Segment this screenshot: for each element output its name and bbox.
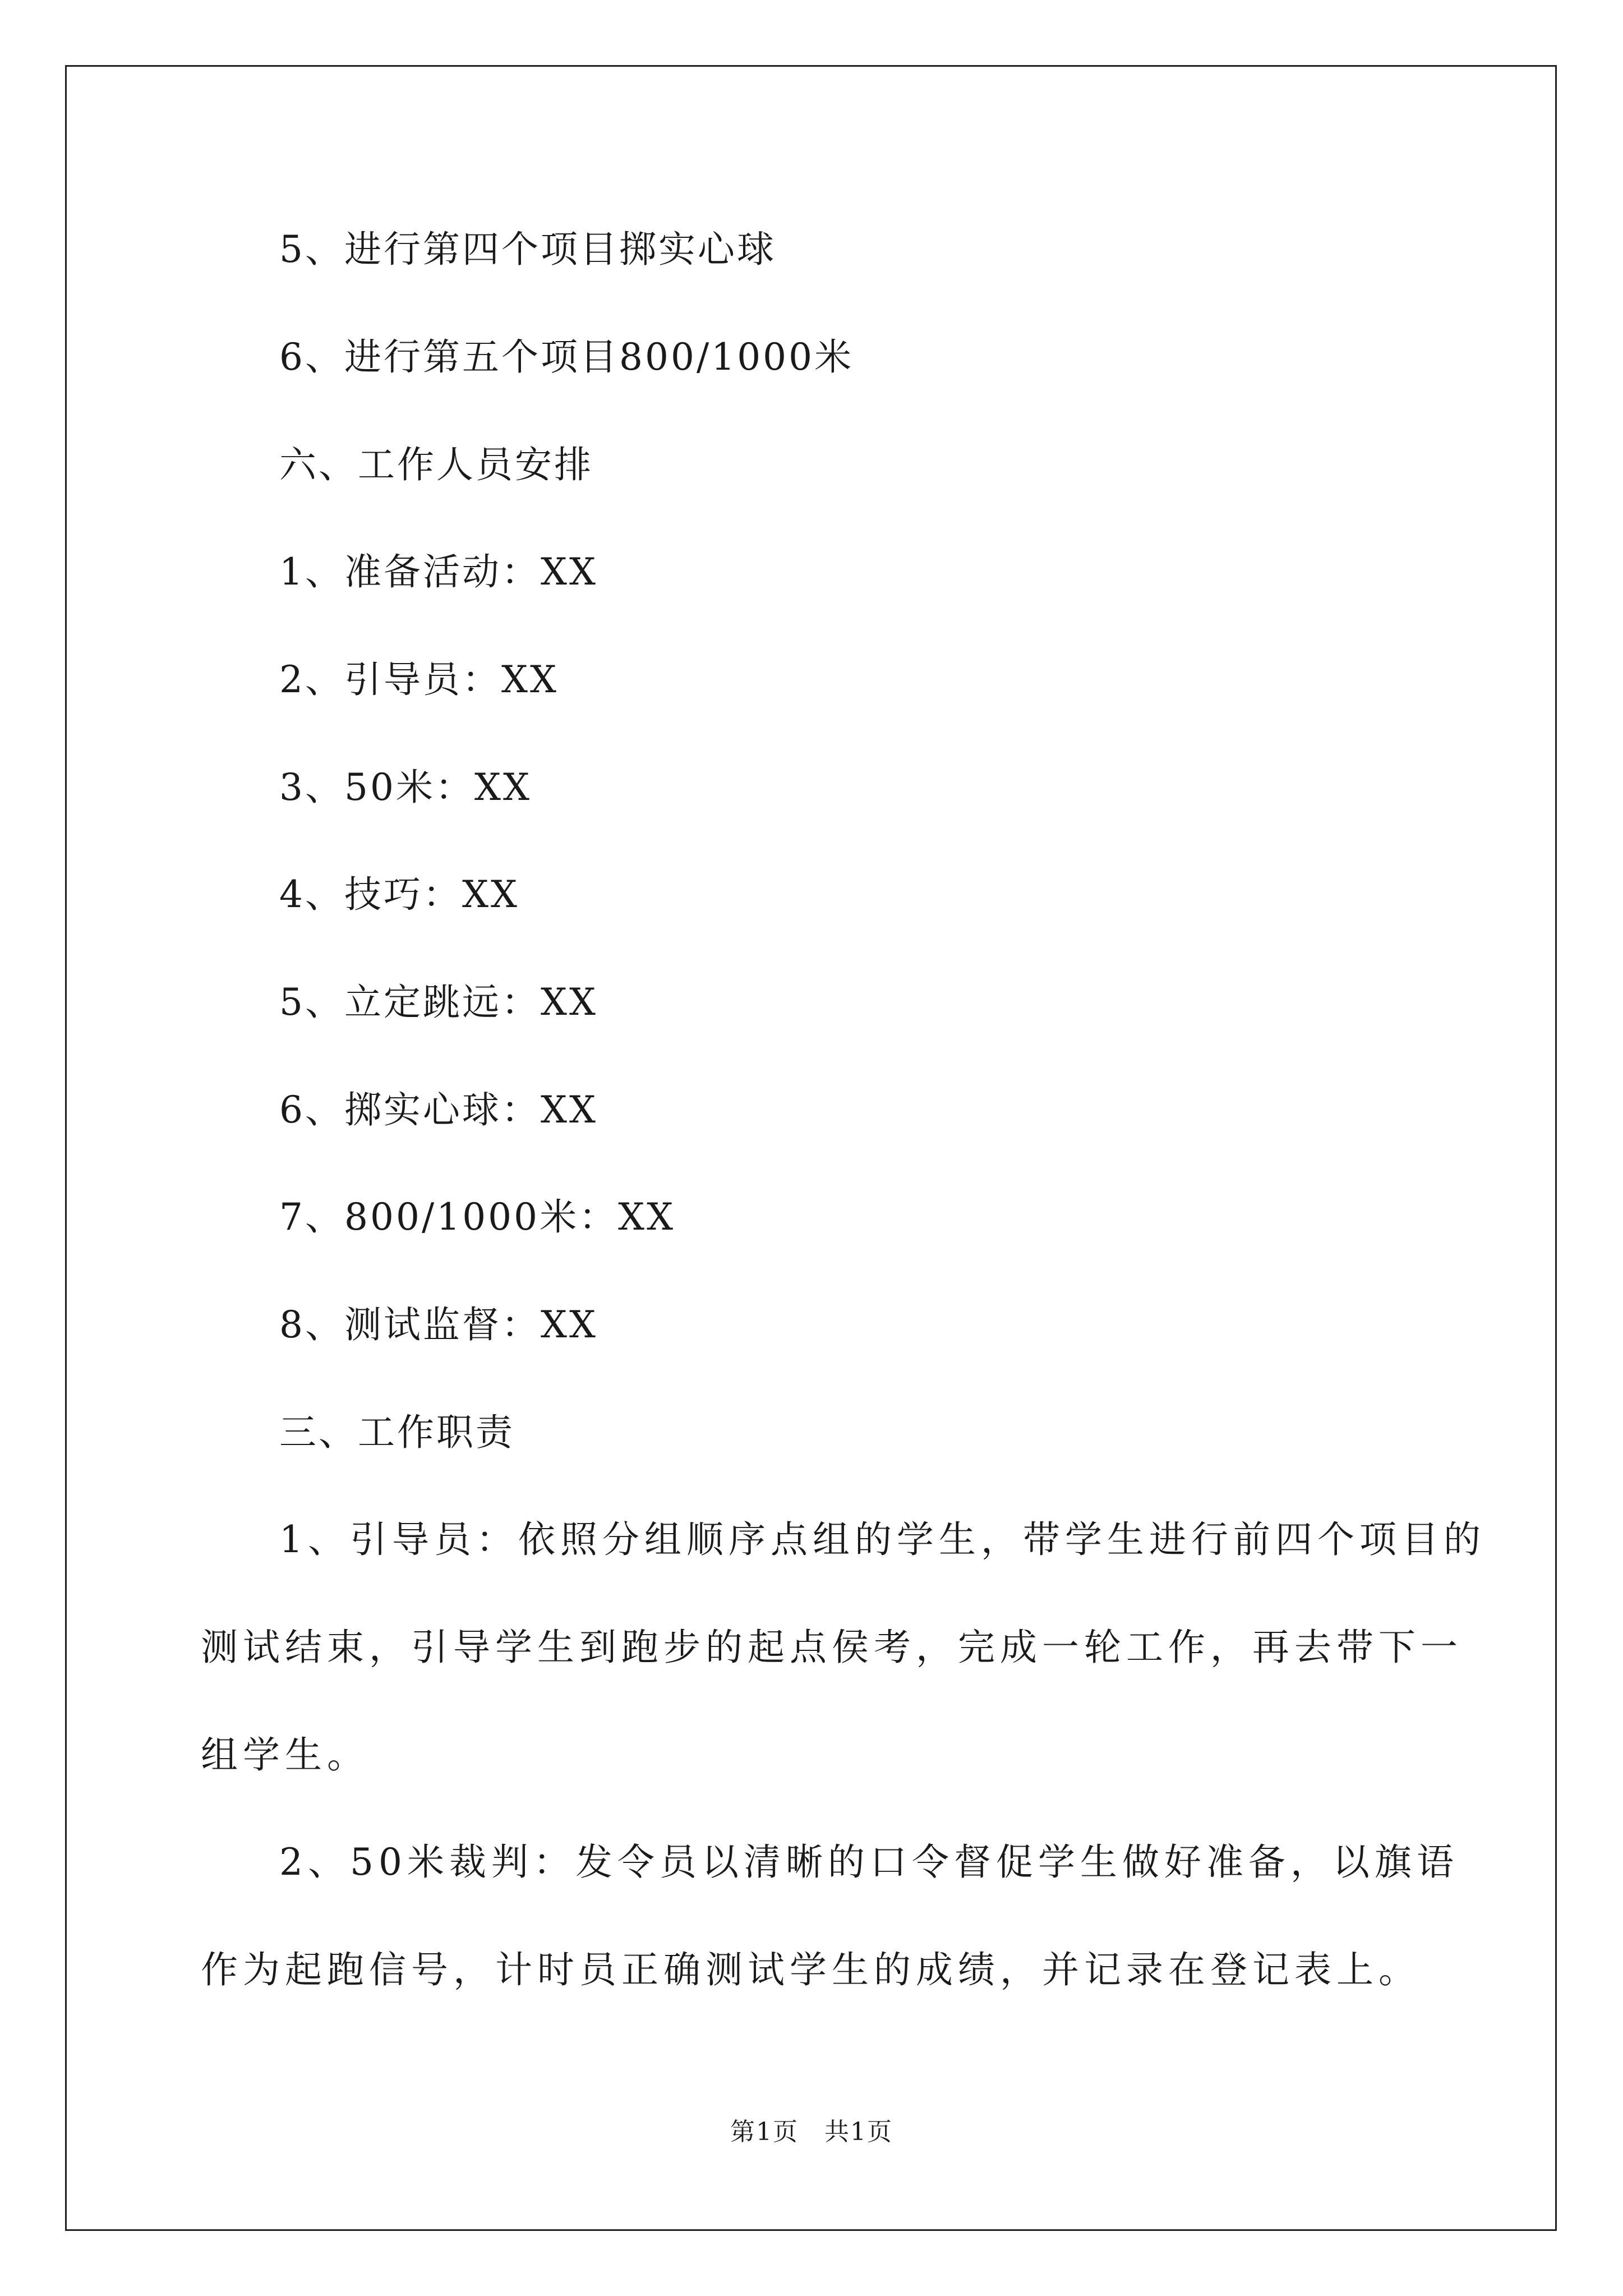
page-number-footer: 第1页 共1页 [730, 2118, 893, 2146]
paragraph-line: 2、50米裁判：发令员以清晰的口令督促学生做好准备，以旗语 [279, 1841, 1459, 1884]
document-line: 5、立定跳远：XX [279, 981, 598, 1024]
document-line: 1、准备活动：XX [279, 550, 598, 593]
section-heading: 三、工作职责 [279, 1411, 515, 1454]
document-line: 3、50米：XX [279, 766, 532, 809]
document-line: 8、测试监督：XX [279, 1303, 598, 1346]
section-heading: 六、工作人员安排 [279, 443, 593, 486]
paragraph-line: 作为起跑信号，计时员正确测试学生的成绩，并记录在登记表上。 [201, 1948, 1421, 1991]
document-line: 5、进行第四个项目掷实心球 [279, 228, 776, 271]
document-line: 6、掷实心球：XX [279, 1088, 598, 1131]
document-line: 6、进行第五个项目800/1000米 [279, 335, 854, 379]
page-border [65, 65, 1557, 2231]
document-line: 2、引导员：XX [279, 658, 559, 701]
document-line: 4、技巧：XX [279, 873, 519, 916]
paragraph-line: 组学生。 [201, 1733, 369, 1777]
document-line: 7、800/1000米：XX [279, 1195, 676, 1239]
paragraph-line: 1、引导员：依照分组顺序点组的学生，带学生进行前四个项目的 [279, 1518, 1486, 1561]
paragraph-line: 测试结束，引导学生到跑步的起点侯考，完成一轮工作，再去带下一 [201, 1626, 1463, 1669]
